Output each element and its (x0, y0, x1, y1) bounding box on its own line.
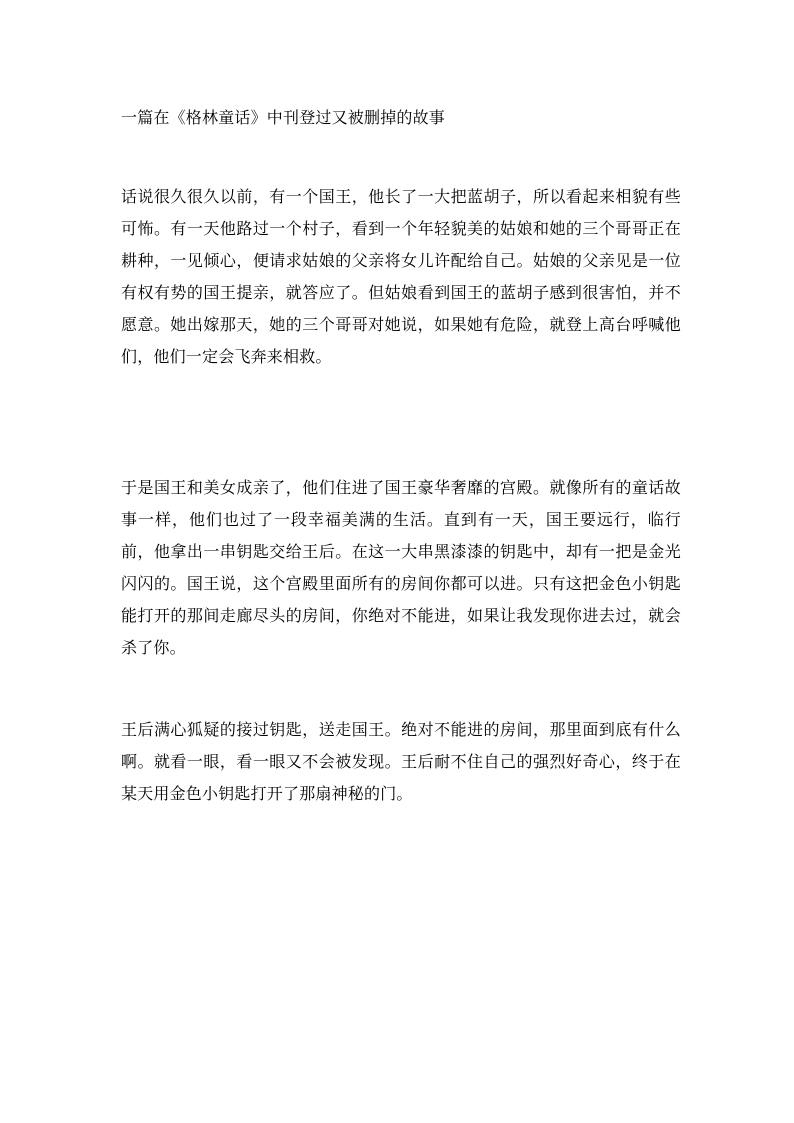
document-body (121, 107, 681, 810)
paragraph-2: 于是国王和美女成亲了，他们住进了国王豪华奢靡的宫殿。就像所有的童话故事一样，他们也过了一段幸福美满的生活。直到有一天，国王要远行，临行前，他拿出一串钥匙交给王后。在这一大串黑漆漆的钥匙中，却有一把是金光闪闪的。国王说，这个宫殿里面所有的房间你都可以进。只有这把金色小钥匙能打开的那间走廊尽头的房间，你绝对不能进，如果让我发现你进去过，就会杀了你。 (121, 478, 681, 657)
paragraph-1: 话说很久很久以前，有一个国王，他长了一大把蓝胡子，所以看起来相貌有些可怖。有一天他路过一个村子，看到一个年轻貌美的姑娘和她的三个哥哥正在耕种，一见倾心，便请求姑娘的父亲将女儿许配给自己。姑娘的父亲见是一位有权有势的国王提亲，就答应了。但姑娘看到国王的蓝胡子感到很害怕，并不愿意。她出嫁那天，她的三个哥哥对她说，如果她有危险，就登上高台呼喊他们，他们一定会飞奔来相救。 (121, 187, 681, 366)
document-title: 一篇在《格林童话》中刊登过又被删掉的故事 (121, 108, 446, 127)
paragraph-3: 王后满心狐疑的接过钥匙，送走国王。绝对不能进的房间，那里面到底有什么啊。就看一眼，看一眼又不会被发现。王后耐不住自己的强烈好奇心，终于在某天用金色小钥匙打开了那扇神秘的门。 (121, 720, 681, 803)
